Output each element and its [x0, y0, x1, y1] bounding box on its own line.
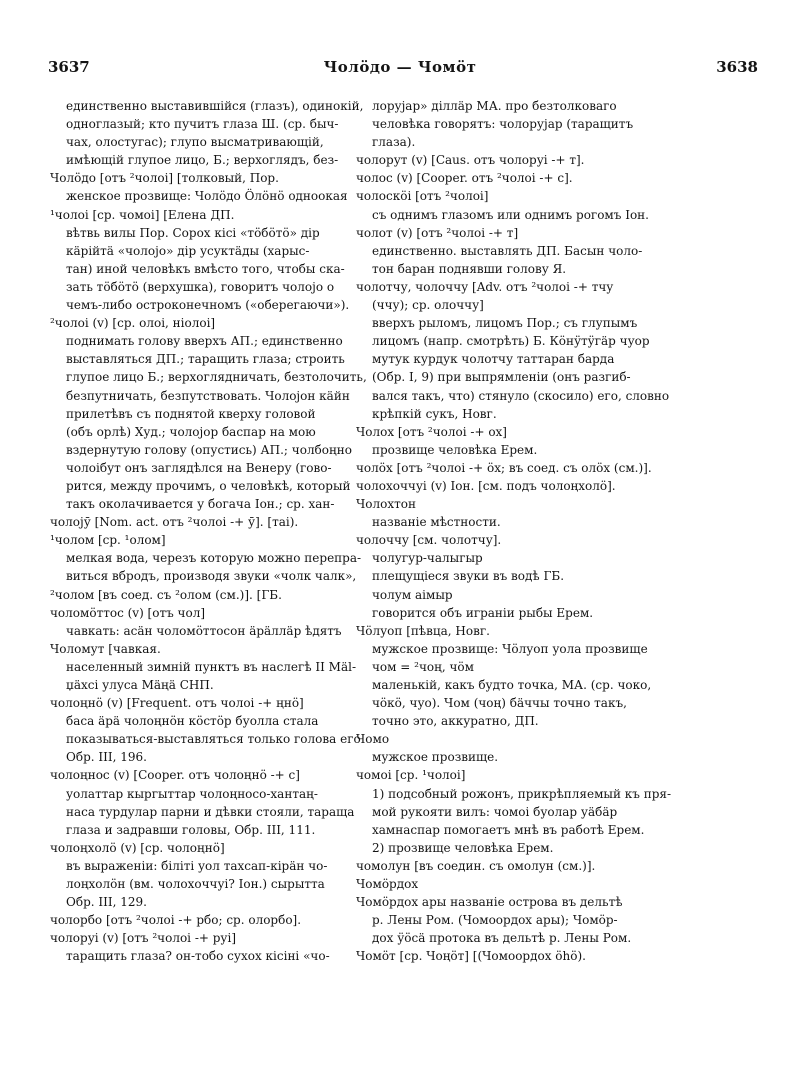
text-line: чӧкӧ, чуо). Чом (чоң) бäччы точно такъ,: [372, 696, 627, 711]
page-title: Чолӧдо — Чомӧт: [323, 58, 477, 76]
text-line: мутук курдук чолотчу таттаран барда: [372, 352, 615, 367]
text-line: чах, олостугас); глупо высматривающій,: [66, 135, 324, 150]
text-line: чолоруі (v) [отъ ²чолоі -+ руі]: [50, 931, 237, 946]
text-line: чемъ-либо остроконечномъ («оберегаючи»).: [66, 298, 350, 313]
text-line: мужское прозвище.: [372, 750, 499, 765]
right-column: [356, 97, 674, 966]
text-line: мужское прозвище: Чӧлуоп уола прозвище: [372, 641, 648, 656]
text-line: плещущіеся звуки въ водѣ ГБ.: [372, 569, 565, 584]
text-line: чолоібут онъ заглядѣлся на Венеру (гово-: [66, 460, 332, 475]
text-line: џäхсі улуса Мäңä СНП.: [66, 678, 214, 692]
text-line: Обр. III, 196.: [66, 750, 147, 765]
text-line: зать тӧбӧтӧ (верхушка), говоритъ чолоjо о: [66, 279, 335, 294]
text-line: вѣтвь вилы Пор. Сорох кісі «тӧбӧтӧ» дір: [66, 225, 320, 240]
text-line: баса äрä чолоңнӧн кӧстӧр буолла стала: [66, 714, 319, 729]
text-line: чомолун [въ соедин. съ омолун (см.)].: [356, 858, 596, 873]
text-line: показываться-выставляться только голова его: [66, 732, 361, 747]
text-line: Чолох [отъ ²чолоі -+ ох]: [356, 424, 507, 439]
text-line: ¹чолом [ср. ¹олом]: [50, 533, 166, 548]
text-line: чолос (v) [Cooper. отъ ²чолоі -+ с].: [356, 171, 573, 186]
text-line: Чомӧт [ср. Чоңӧт] [(Чомоордох ӧһӧ).: [356, 949, 586, 964]
text-line: съ однимъ глазомъ или однимъ рогомъ Іон.: [372, 207, 649, 222]
text-line: Чолохтон: [356, 497, 416, 512]
text-line: хамнаспар помогаетъ мнѣ въ работѣ Ерем.: [372, 822, 645, 837]
text-line: Чомӧрдох ары названіе острова въ дельтѣ: [356, 895, 623, 910]
page-number-right: 3638: [716, 58, 758, 76]
text-line: таращить глаза? он-тобо сухох кісіні «чо-: [66, 949, 330, 964]
text-line: чолӧх [отъ ²чолоі -+ ӧх; въ соед. съ олӧх (см.)].: [356, 460, 652, 475]
text-line: чомоі [ср. ¹чолоі]: [356, 768, 466, 783]
left-column: [50, 97, 396, 966]
text-line: р. Лены Ром. (Чомоордох ары); Чомӧр-: [372, 913, 618, 928]
text-line: чоломӧттос (v) [отъ чол]: [50, 605, 206, 620]
text-line: единственно. выставлять ДП. Басын чоло-: [372, 243, 643, 258]
text-line: Чомо: [356, 732, 390, 747]
page-number-left: 3637: [48, 58, 90, 76]
text-line: говорится объ играніи рыбы Ерем.: [372, 605, 594, 620]
text-line: виться вбродъ, производя звуки «чолк чалк»,: [66, 569, 357, 584]
text-line: чолорут (v) [Caus. отъ чолоруі -+ т].: [356, 153, 585, 168]
text-line: наса турдулар парни и дѣвки стояли, тараща: [66, 804, 355, 819]
text-line: уолаттар кыргыттар чолоңносо-хантаң-: [66, 786, 318, 801]
text-line: чолоңнос (v) [Cooper. отъ чолоңнӧ -+ с]: [50, 768, 300, 783]
text-line: выставляться ДП.; таращить глаза; строить: [66, 352, 345, 367]
text-line: рится, между прочимъ, о человѣкѣ, который: [66, 478, 351, 493]
text-line: имѣющій глупое лицо, Б.; верхоглядъ, без-: [66, 153, 339, 168]
text-line: (объ орлѣ) Худ.; чолојор баспар на мою: [66, 424, 316, 439]
text-line: тан) иной человѣкъ вмѣсто того, чтобы ска-: [66, 261, 345, 276]
text-line: крѣпкій сукъ, Новг.: [372, 406, 497, 421]
text-line: единственно выставившійся (глазъ), одинокій,: [66, 99, 364, 113]
text-line: чолотчу, чолоччу [Adv. отъ ²чолоі -+ тчу: [356, 279, 614, 294]
text-line: глаза).: [372, 135, 416, 150]
text-line: глаза и задравши головы, Обр. III, 111.: [66, 822, 316, 837]
text-line: женское прозвище: Чолӧдо Ӧлӧнӧ одноокая: [66, 189, 348, 204]
text-line: ²чолом [въ соед. съ ²олом (см.)]. [ГБ.: [50, 587, 282, 602]
text-line: чолорбо [отъ ²чолоі -+ рбо; ср. олорбо].: [50, 913, 302, 928]
text-line: маленькій, какъ будто точка, МА. (ср. чоко,: [372, 678, 652, 692]
text-line: прозвище человѣка Ерем.: [372, 442, 538, 457]
text-line: чолоскӧі [отъ ²чолоі]: [356, 189, 489, 204]
text-line: Чомӧрдох: [356, 877, 419, 892]
text-line: прилетѣвъ съ поднятой кверху головой: [66, 406, 316, 421]
text-line: дох ӱӧсä протока въ дельтѣ р. Лены Ром.: [372, 931, 632, 946]
text-line: Чолӧдо [отъ ²чолоі] [толковый, Пор.: [50, 171, 279, 186]
text-line: (Обр. I, 9) при выпрямленіи (онъ разгиб-: [372, 370, 631, 385]
text-line: глупое лицо Б.; верхоглядничать, безтолочить,: [66, 370, 367, 385]
text-line: Обр. III, 129.: [66, 895, 147, 910]
text-line: такъ околачивается у богача Іон.; ср. хан-: [66, 497, 335, 512]
page-header: [40, 58, 760, 82]
text-line: человѣка говорятъ: чолоруjар (таращитъ: [372, 117, 634, 132]
text-line: чолугур-чалыгыр: [372, 551, 483, 566]
text-line: чолоччу [см. чолотчу].: [356, 533, 502, 548]
text-line: вверхъ рыломъ, лицомъ Пор.; съ глупымъ: [372, 316, 638, 331]
text-line: лоңхолӧн (вм. чолохоччуі? Іон.) сырытта: [66, 877, 325, 892]
text-line: ²чолоі (v) [ср. олоі, ніолоі]: [50, 316, 216, 331]
text-line: вздернутую голову (опустись) АП.; чолбоңно: [66, 442, 352, 457]
text-line: въ выраженіи: біліті уол тахсап-кірäн чо-: [66, 858, 328, 873]
text-line: поднимать голову вверхъ АП.; единственно: [66, 334, 343, 349]
text-line: 1) подсобный рожонъ, прикрѣпляемый къ пря-: [372, 786, 672, 801]
text-line: тон баран поднявши голову Я.: [372, 261, 567, 276]
text-line: одноглазый; кто пучитъ глаза Ш. (ср. быч-: [66, 117, 339, 132]
text-line: вался такъ, что) стянуло (скосило) его, словно: [372, 388, 670, 403]
text-line: точно это, аккуратно, ДП.: [372, 714, 539, 729]
text-line: чолоңнӧ (v) [Frequent. отъ чолоі -+ ңнӧ]: [50, 696, 304, 711]
text-line: кäрійтä «чолоjо» дір усуктäды (харыс-: [66, 243, 310, 258]
text-line: мелкая вода, черезъ которую можно перепра-: [66, 551, 362, 566]
text-line: чавкать: асäн чоломӧттосон äрäллäр ѣдятъ: [66, 623, 342, 638]
text-line: чолот (v) [отъ ²чолоі -+ т]: [356, 225, 519, 240]
text-line: чолојӯ [Nom. act. отъ ²чолоі -+ ӯ]. [таі).: [50, 515, 299, 530]
text-line: Чоломут [чавкая.: [50, 641, 161, 656]
text-line: лицомъ (напр. смотрѣть) Б. Кӧнӱтӱгäр чуор: [372, 334, 650, 349]
text-line: 2) прозвище человѣка Ерем.: [372, 840, 554, 855]
text-line: мой рукояти вилъ: чомоі буолар уäбäр: [372, 804, 618, 819]
text-line: Чӧлуоп [пѣвца, Новг.: [356, 623, 490, 638]
text-line: чолоңхолӧ (v) [ср. чолоңнӧ]: [50, 840, 225, 855]
text-line: населенный зимній пунктъ въ наслегѣ II Mäl-: [66, 659, 356, 674]
text-line: чом = ²чоң, чӧм: [372, 659, 474, 674]
text-line: лоруjар» діллäр МА. про безтолковаго: [372, 99, 617, 113]
text-line: чолум аімыр: [372, 587, 453, 602]
text-line: названіе мѣстности.: [372, 515, 501, 530]
text-line: чолохоччуі (v) Іон. [см. подъ чолоңхолӧ].: [356, 478, 616, 493]
text-line: безпутничать, безпутствовать. Чолојон кäйн: [66, 388, 350, 403]
text-line: (ччу); ср. олоччу]: [372, 298, 484, 313]
text-line: ¹чолоі [ср. чомоі] [Елена ДП.: [50, 207, 235, 222]
